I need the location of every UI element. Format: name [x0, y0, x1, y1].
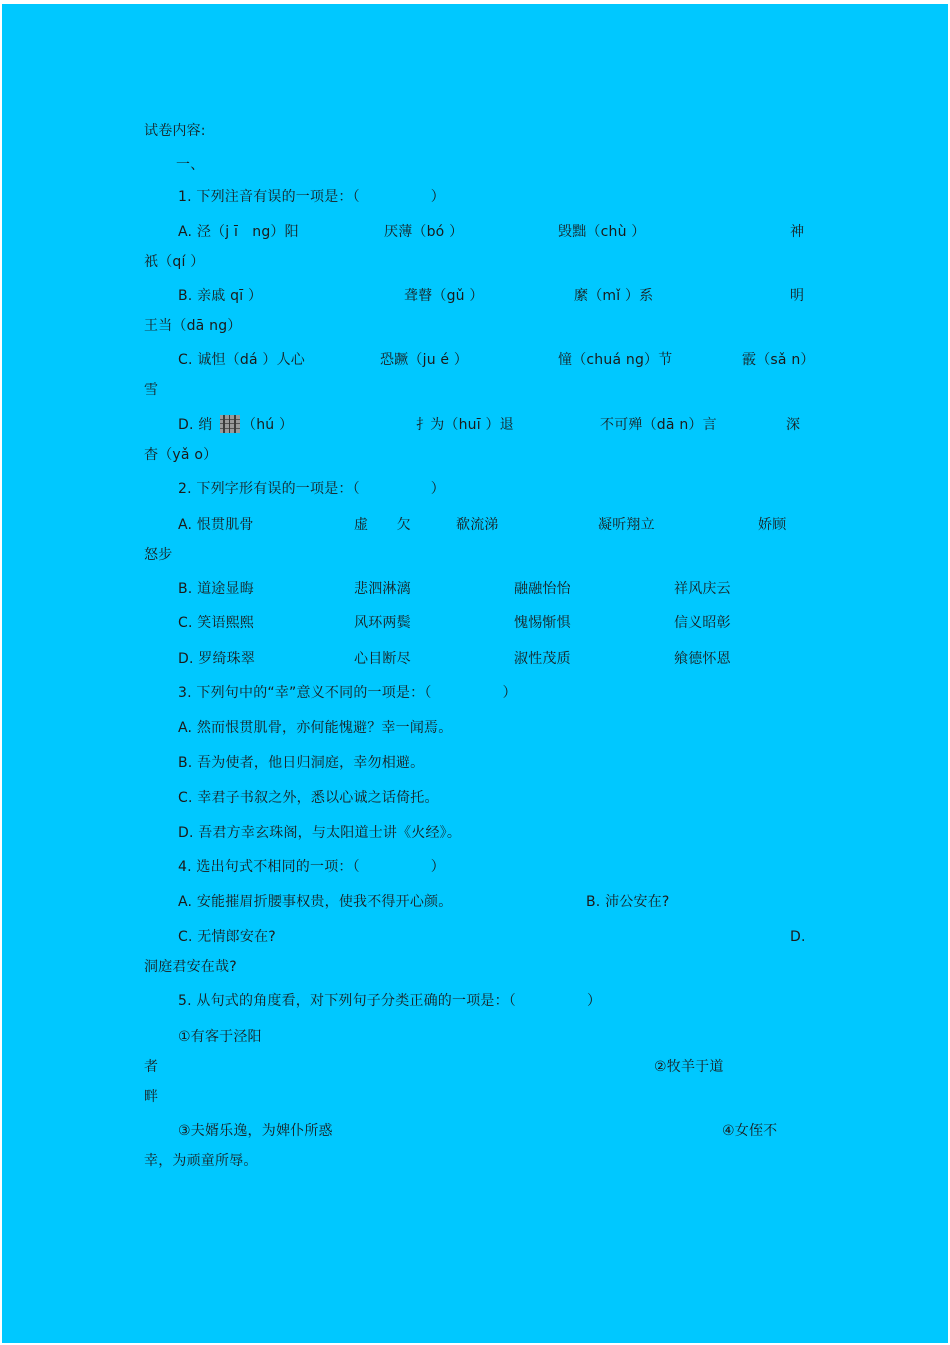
q2-option-d-3: 淑性茂质 [514, 651, 571, 667]
q4-option-c: C. 无情郎安在? [178, 929, 276, 945]
q2-option-a-1: A. 恨贯肌骨 [178, 517, 254, 533]
q1-option-d-1: D. 绡 [178, 417, 213, 433]
q1-option-a-4: 神 [790, 224, 805, 240]
q5-sentence-2-cont: 畔 [144, 1089, 159, 1105]
q1-option-c-5: 雪 [144, 382, 159, 398]
q2-option-c-3: 愧惕惭惧 [514, 615, 571, 631]
q1-option-c-4: 霰（sǎ n） [742, 352, 815, 368]
q2-option-a-3: 欷流涕 [456, 517, 499, 533]
q2-option-c-2: 风环两鬓 [354, 615, 411, 631]
q2-option-a-5: 娇顾 [758, 517, 787, 533]
q5-sentence-3: ③夫婿乐逸，为婢仆所惑 [178, 1123, 333, 1139]
q1-option-a-1: A. 泾（j ī ng）阳 [178, 224, 299, 240]
q1-stem: 1. 下列注音有误的一项是：（ ） [178, 189, 446, 205]
q1-option-b-4: 明 [790, 288, 805, 304]
q1-option-d-2: 扌为（huī ）退 [416, 417, 514, 433]
q4-stem: 4. 选出句式不相同的一项：（ ） [178, 859, 446, 875]
q3-option-c: C. 幸君子书叙之外，悉以心诚之话倚托。 [178, 790, 439, 806]
q4-option-b: B. 沛公安在? [586, 894, 670, 910]
q4-option-d-text: 洞庭君安在哉? [144, 959, 237, 975]
q2-stem: 2. 下列字形有误的一项是：（ ） [178, 481, 446, 497]
q2-option-b-4: 祥风庆云 [674, 581, 731, 597]
q1-option-d-3: 不可殚（dā n）言 [600, 417, 717, 433]
q1-option-c-1: C. 诚怛（dá ）人心 [178, 352, 305, 368]
q1-option-a-3: 毁黜（chù ） [558, 224, 646, 240]
q5-sentence-2: ②牧羊于道 [654, 1059, 724, 1075]
q1-option-b-1: B. 亲戚 qī ） [178, 288, 263, 304]
q5-sentence-4-cont: 幸，为顽童所辱。 [144, 1153, 258, 1169]
q5-sentence-1-cont: 者 [144, 1059, 159, 1075]
q1-option-b-5: 王当（dā ng） [144, 318, 242, 334]
q1-option-c-3: 憧（chuá ng）节 [558, 352, 673, 368]
q2-option-a-6: 怒步 [144, 547, 173, 563]
q5-stem: 5. 从句式的角度看，对下列句子分类正确的一项是：（ ） [178, 993, 602, 1009]
q3-option-a: A. 然而恨贯肌骨，亦何能愧避？幸一闻焉。 [178, 720, 453, 736]
q1-option-d-4: 深 [786, 417, 801, 433]
q4-option-a: A. 安能摧眉折腰事权贵，使我不得开心颜。 [178, 894, 453, 910]
q1-option-b-2: 聋瞽（gǔ ） [404, 288, 484, 304]
q3-option-b: B. 吾为使者，他日归洞庭，幸勿相避。 [178, 755, 425, 771]
q1-option-a-5: 祇（qí ） [144, 254, 205, 270]
q2-option-d-4: 飨德怀恩 [674, 651, 731, 667]
q2-option-a-2: 虚 欠 [354, 517, 411, 533]
q3-option-d: D. 吾君方幸玄珠阁，与太阳道士讲《火经》。 [178, 825, 462, 841]
q2-option-d-1: D. 罗绮珠翠 [178, 651, 256, 667]
section-label: 一、 [176, 157, 205, 173]
missing-glyph-image [220, 415, 240, 433]
q2-option-c-1: C. 笑语熙熙 [178, 615, 255, 631]
q2-option-c-4: 信义昭彰 [674, 615, 731, 631]
q5-sentence-4: ④女侄不 [722, 1123, 778, 1139]
q1-option-b-3: 縻（mǐ ）系 [574, 288, 654, 304]
exam-page [2, 4, 948, 1343]
q2-option-d-2: 心目断尽 [354, 651, 411, 667]
q1-option-c-2: 恐蹶（ju é ） [380, 352, 469, 368]
q5-sentence-1: ①有客于泾阳 [178, 1029, 262, 1045]
q2-option-b-2: 悲泗淋漓 [354, 581, 411, 597]
intro-label: 试卷内容: [144, 123, 206, 139]
q2-option-b-1: B. 道途显晦 [178, 581, 254, 597]
q2-option-b-3: 融融怡怡 [514, 581, 571, 597]
q2-option-a-4: 凝听翔立 [598, 517, 655, 533]
q1-option-a-2: 厌薄（bó ） [384, 224, 464, 240]
q4-option-d-label: D. [790, 929, 806, 945]
q1-option-d-1b: （hú ） [242, 417, 294, 433]
q3-stem: 3. 下列句中的“幸”意义不同的一项是：（ ） [178, 685, 517, 701]
q1-option-d-5: 杳（yǎ o） [144, 447, 218, 463]
